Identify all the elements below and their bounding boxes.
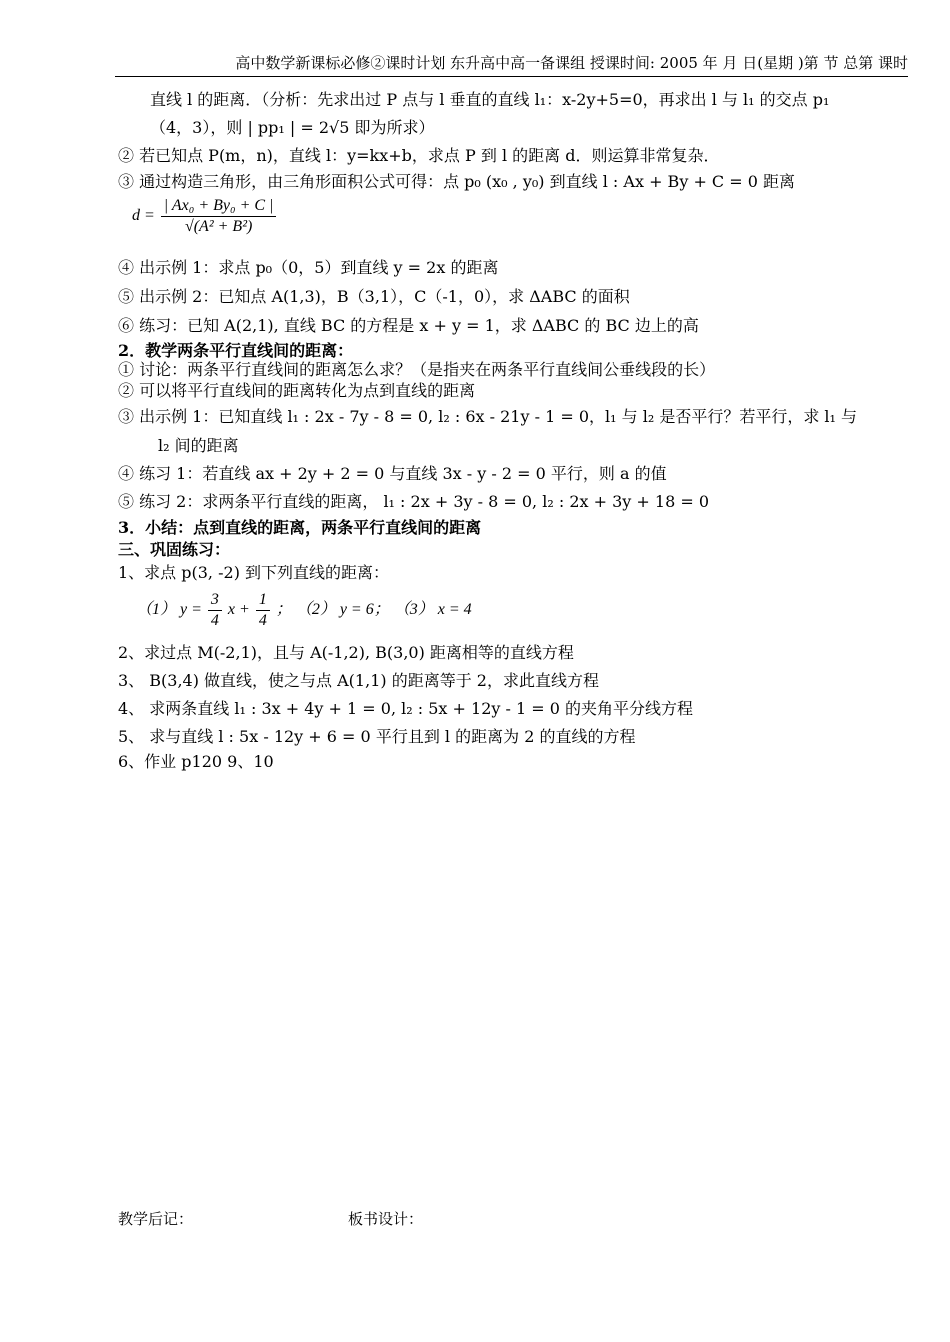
teaching-notes-label: 教学后记： xyxy=(118,1210,194,1228)
exercise-item: ⑥ 练习：已知 A(2,1), 直线 BC 的方程是 x + y = 1，求 ΔABC 的 BC 边上的高 xyxy=(118,316,699,335)
option-1-prefix: （1） y = xyxy=(136,601,202,619)
frac-numerator: 3 xyxy=(208,590,222,611)
frac-denominator: 4 xyxy=(258,612,267,629)
example-1: ④ 出示例 1：求点 p₀（0，5）到直线 y = 2x 的距离 xyxy=(118,258,499,277)
frac-denominator: 4 xyxy=(210,612,219,629)
item-general-point: ② 若已知点 P(m，n)，直线 l：y=kx+b，求点 P 到 l 的距离 d．则运算非常复杂． xyxy=(118,146,720,165)
formula-lhs: d = xyxy=(132,207,155,225)
distance-formula xyxy=(132,196,278,237)
practice-5: 5、 求与直线 l : 5x - 12y + 6 = 0 平行且到 l 的距离为 2 的直线的方程 xyxy=(118,727,636,746)
analysis-result: （4，3），则 | pp₁ | = 2√5 即为所求） xyxy=(150,118,435,137)
item-area-method: ③ 通过构造三角形，由三角形面积公式可得：点 p₀ (x₀ , y₀) 到直线 l : Ax + By + C = 0 距离 xyxy=(118,172,796,191)
discussion-item: ① 讨论：两条平行直线间的距离怎么求？（是指夹在两条平行直线间公垂线段的长） xyxy=(118,360,716,379)
practice-2: 2、求过点 M(-2,1)，且与 A(-1,2), B(3,0) 距离相等的直线方程 xyxy=(118,643,574,662)
parallel-example: ③ 出示例 1：已知直线 l₁ : 2x - 7y - 8 = 0, l₂ : 6x - 21y - 1 = 0，l₁ 与 l₂ 是否平行？若平行，求 l₁ 与 xyxy=(118,407,858,426)
formula-numerator: | Ax₀ + By₀ + C | xyxy=(161,196,277,217)
parallel-exercise-2: ⑤ 练习 2：求两条平行直线的距离， l₁ : 2x + 3y - 8 = 0, l₂ : 2x + 3y + 18 = 0 xyxy=(118,492,710,511)
homework: 6、作业 p120 9、10 xyxy=(118,752,274,771)
option-2-3: ； （2） y = 6； （3） x = 4 xyxy=(275,601,472,619)
fraction-one-quarter xyxy=(256,590,270,631)
parallel-example-cont: l₂ 间的距离 xyxy=(158,436,239,455)
option-1-middle: x + xyxy=(227,601,250,619)
parallel-exercise-1: ④ 练习 1：若直线 ax + 2y + 2 = 0 与直线 3x - y - 2 = 0 平行，则 a 的值 xyxy=(118,464,667,483)
practice-1-options xyxy=(136,590,472,631)
convert-item: ② 可以将平行直线间的距离转化为点到直线的距离 xyxy=(118,381,476,400)
example-2: ⑤ 出示例 2：已知点 A(1,3)，B（3,1），C（-1，0），求 ΔABC 的面积 xyxy=(118,287,630,306)
formula-fraction xyxy=(161,196,277,237)
practice-4: 4、 求两条直线 l₁ : 3x + 4y + 1 = 0, l₂ : 5x + 12y - 1 = 0 的夹角平分线方程 xyxy=(118,699,694,718)
section-heading-parallel: 2．教学两条平行直线间的距离： xyxy=(118,341,354,360)
practice-1: 1、求点 p(3, -2) 到下列直线的距离： xyxy=(118,563,390,582)
practice-3: 3、 B(3,4) 做直线，使之与点 A(1,1) 的距离等于 2，求此直线方程 xyxy=(118,671,599,690)
frac-numerator: 1 xyxy=(256,590,270,611)
formula-denominator: √(A² + B²) xyxy=(184,218,253,235)
practice-heading: 三、巩固练习： xyxy=(118,540,231,559)
summary-line: 3．小结：点到直线的距离，两条平行直线间的距离 xyxy=(118,518,482,537)
fraction-three-quarters xyxy=(208,590,222,631)
page-header: 高中数学新课标必修②课时计划 东升高中高一备课组 授课时间: 2005 年 月 日(星期 )第 节 总第 课时 xyxy=(115,52,908,77)
analysis-line: 直线 l 的距离．（分析：先求出过 P 点与 l 垂直的直线 l₁：x-2y+5=0，再求出 l 与 l₁ 的交点 p₁ xyxy=(150,90,830,109)
board-design-label: 板书设计： xyxy=(348,1210,424,1228)
